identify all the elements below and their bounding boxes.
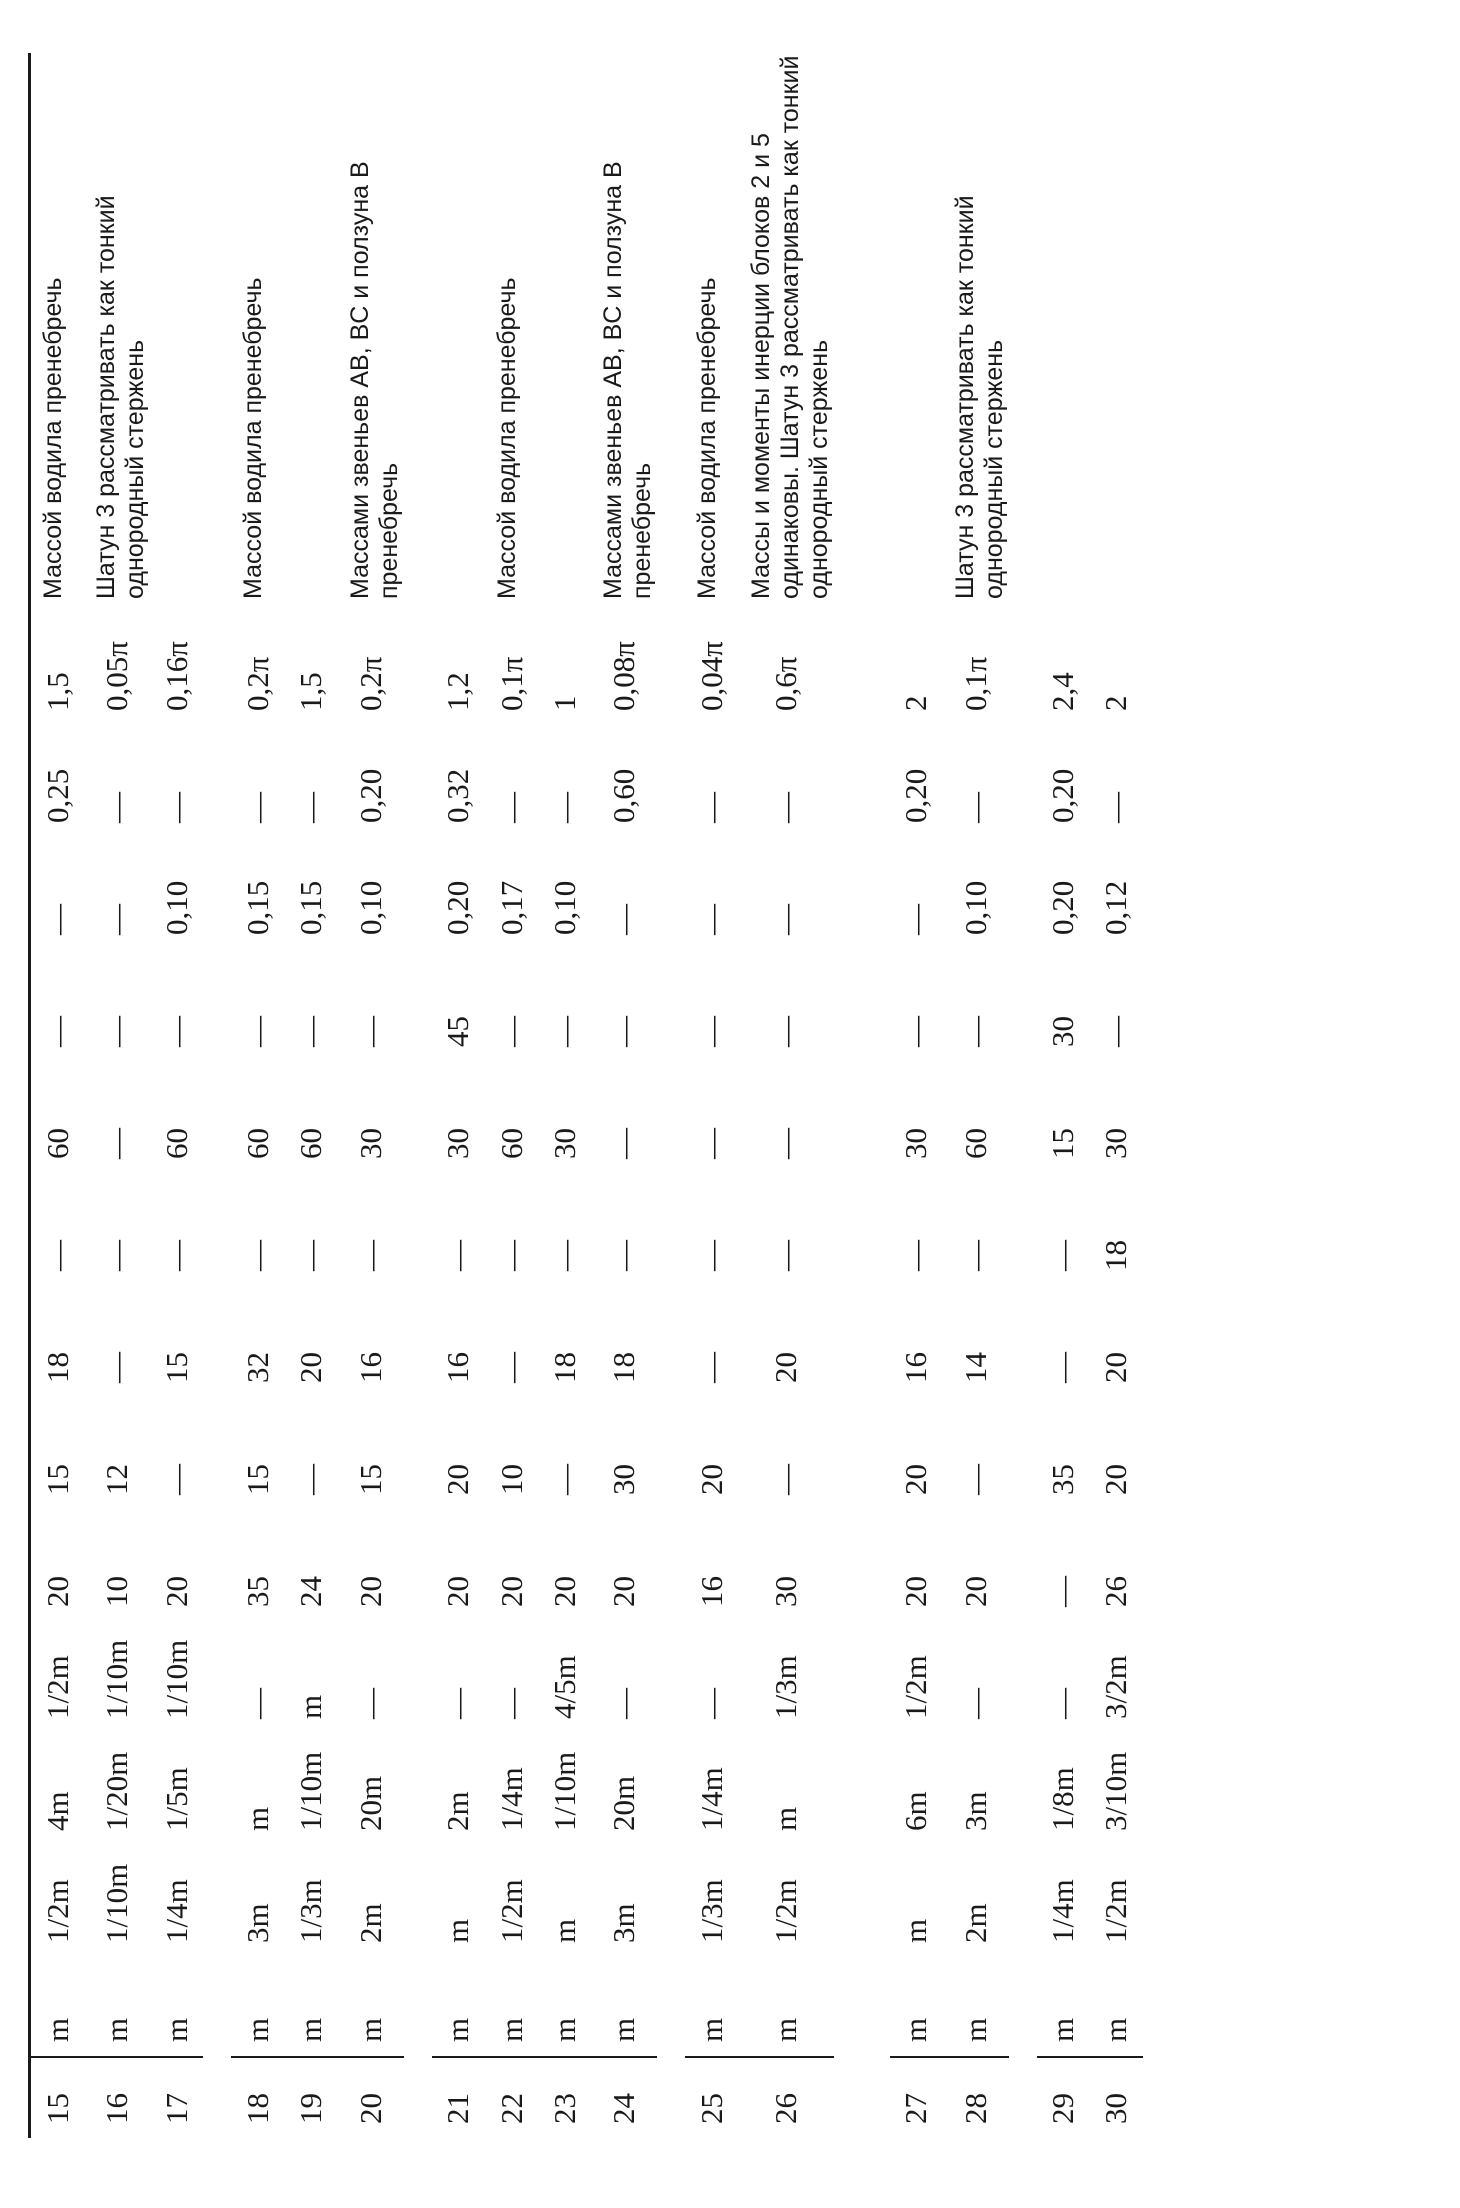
- table-cell: —: [239, 1240, 275, 1271]
- row-note: Массы и моменты инерции блоков 2 и 5 одинаковы. Шатун 3 рассматривать как тонкий однородный стержень: [746, 55, 833, 599]
- table-cell: 1/10m: [99, 1863, 135, 1943]
- table-cell: 26: [1098, 1576, 1134, 1607]
- row-gap: [1009, 53, 1037, 2138]
- table-cell: 0,05π: [99, 641, 135, 711]
- table-cell: m: [1090, 1957, 1143, 2057]
- table-cell: 1/2m: [1098, 1879, 1134, 1943]
- table-cell: 1/2m: [493, 1879, 529, 1943]
- table-cell: m: [84, 1957, 150, 2057]
- table-row: [1037, 53, 1090, 2138]
- table-cell: —: [898, 1240, 934, 1271]
- table-cell: 20: [898, 1464, 934, 1495]
- table-cell: —: [1045, 1576, 1081, 1607]
- table-cell: m: [239, 1806, 275, 1831]
- row-note: [150, 53, 203, 613]
- row-note: Массой водила пренебречь: [239, 277, 268, 599]
- row-gap-cell: [404, 53, 432, 2138]
- table-cell: —: [99, 1016, 135, 1047]
- table-cell: —: [768, 792, 803, 823]
- table-cell: 0,12: [1098, 880, 1134, 935]
- row-number: 18: [239, 2093, 275, 2124]
- table-cell: 18: [606, 1352, 642, 1383]
- table-cell: 0,20: [440, 880, 476, 935]
- table-cell: 0,15: [239, 880, 275, 935]
- row-gap: [862, 53, 890, 2138]
- table-cell: —: [1098, 1016, 1134, 1047]
- row-note: [890, 53, 943, 613]
- header-rule-cell: [20, 1957, 30, 2057]
- table-cell: 2m: [957, 1903, 993, 1943]
- table-cell: 16: [693, 1576, 729, 1607]
- table-cell: 0,15: [293, 880, 329, 935]
- table-cell: 1/4m: [493, 1767, 529, 1831]
- row-gap: [404, 53, 432, 2138]
- table-cell: —: [957, 1464, 993, 1495]
- table-cell: —: [352, 1016, 388, 1047]
- row-note: [1037, 53, 1090, 613]
- row-note: Массой водила пренебречь: [492, 277, 521, 599]
- table-cell: 1/2m: [39, 1879, 75, 1943]
- table-cell: 60: [293, 1128, 329, 1159]
- table-cell: —: [693, 1352, 729, 1383]
- table-cell: 20: [352, 1576, 388, 1607]
- row-note: [285, 53, 338, 613]
- table-cell: m: [30, 1957, 85, 2057]
- table-cell: m: [538, 1957, 591, 2057]
- table-cell: 45: [440, 1016, 476, 1047]
- row-number: 24: [606, 2093, 642, 2124]
- table-cell: —: [158, 1464, 194, 1495]
- row-number: 22: [493, 2093, 529, 2124]
- table-cell: 3m: [606, 1903, 642, 1943]
- table-cell: 2m: [352, 1903, 388, 1943]
- table-cell: 0,10: [546, 880, 582, 935]
- table-cell: 30: [1045, 1016, 1081, 1047]
- table-cell: —: [293, 1464, 329, 1495]
- row-gap-cell: [862, 53, 890, 2138]
- table-cell: 20: [606, 1576, 642, 1607]
- table-cell: 15: [158, 1352, 194, 1383]
- table-cell: 1/3m: [293, 1879, 329, 1943]
- table-cell: —: [158, 792, 194, 823]
- table-cell: 15: [39, 1464, 75, 1495]
- table-cell: 4/5m: [546, 1655, 582, 1719]
- row-gap: [834, 53, 862, 2138]
- table-cell: 20: [546, 1576, 582, 1607]
- table-cell: 60: [493, 1128, 529, 1159]
- row-number: 20: [352, 2093, 388, 2124]
- row-note: Шатун 3 рассматривать как тонкий однородный стержень: [950, 195, 1008, 599]
- table-cell: m: [231, 1957, 284, 2057]
- table-cell: m: [285, 1957, 338, 2057]
- row-note: Массой водила пренебречь: [693, 277, 722, 599]
- table-cell: 20m: [352, 1775, 388, 1831]
- row-note: Массами звеньев AB, BC и ползуна B пренебречь: [599, 161, 657, 599]
- table-cell: 35: [1045, 1464, 1081, 1495]
- table-cell: —: [693, 1128, 729, 1159]
- table-cell: —: [493, 792, 529, 823]
- table-cell: —: [99, 1352, 135, 1383]
- table-cell: —: [768, 1464, 803, 1495]
- table-cell: 18: [546, 1352, 582, 1383]
- row-gap: [657, 53, 685, 2138]
- table-cell: —: [440, 1240, 476, 1271]
- table-cell: —: [1045, 1352, 1081, 1383]
- table-cell: —: [493, 1240, 529, 1271]
- row-number: 26: [768, 2093, 803, 2124]
- table-cell: m: [898, 1918, 934, 1943]
- row-number: 21: [440, 2093, 476, 2124]
- table-cell: —: [239, 1016, 275, 1047]
- table-cell: —: [693, 1016, 729, 1047]
- table-cell: 20: [493, 1576, 529, 1607]
- header-rule-cell: [20, 1173, 30, 1285]
- table-cell: 16: [898, 1352, 934, 1383]
- row-number: 25: [693, 2093, 729, 2124]
- table-cell: 18: [39, 1352, 75, 1383]
- table-cell: m: [485, 1957, 538, 2057]
- table-cell: —: [158, 1016, 194, 1047]
- table-cell: 12: [99, 1464, 135, 1495]
- table-cell: 30: [768, 1576, 803, 1607]
- table-cell: —: [768, 904, 803, 935]
- table-cell: 1/10m: [158, 1639, 194, 1719]
- table-cell: 30: [898, 1128, 934, 1159]
- table-row: [538, 53, 591, 2138]
- table-cell: 20: [1098, 1464, 1134, 1495]
- table-cell: 0,10: [957, 880, 993, 935]
- table-cell: 1/5m: [158, 1767, 194, 1831]
- table-cell: —: [39, 1016, 75, 1047]
- table-cell: —: [99, 1128, 135, 1159]
- header-rule-cell: [20, 1733, 30, 1845]
- table-cell: 2: [898, 695, 934, 711]
- table-cell: —: [957, 1240, 993, 1271]
- table-cell: 16: [440, 1352, 476, 1383]
- row-number: 15: [39, 2093, 75, 2124]
- table-cell: 20: [293, 1352, 329, 1383]
- table-cell: 0,2π: [239, 656, 275, 711]
- table-cell: 0,10: [352, 880, 388, 935]
- table-cell: 1/3m: [768, 1655, 803, 1719]
- table-row: [30, 53, 85, 2138]
- table-cell: 20: [440, 1576, 476, 1607]
- table-cell: —: [39, 904, 75, 935]
- row-note: [1090, 53, 1143, 613]
- table-cell: 20: [693, 1464, 729, 1495]
- table-row: [231, 53, 284, 2138]
- table-cell: —: [546, 1240, 582, 1271]
- table-cell: 0,1π: [957, 656, 993, 711]
- table-cell: —: [957, 1688, 993, 1719]
- table-cell: 1,5: [39, 672, 75, 711]
- table-cell: —: [1045, 1688, 1081, 1719]
- table-cell: —: [606, 1240, 642, 1271]
- header-rule-cell: [20, 1285, 30, 1397]
- table-cell: 10: [99, 1576, 135, 1607]
- table-cell: —: [546, 1464, 582, 1495]
- table-cell: 30: [606, 1464, 642, 1495]
- table-row: [685, 53, 738, 2138]
- table-cell: 16: [352, 1352, 388, 1383]
- table-cell: —: [546, 792, 582, 823]
- table-cell: 0,1π: [493, 656, 529, 711]
- table-cell: 15: [1045, 1128, 1081, 1159]
- table-cell: 15: [239, 1464, 275, 1495]
- row-note: [432, 53, 485, 613]
- table-cell: —: [352, 1688, 388, 1719]
- table-cell: 15: [352, 1464, 388, 1495]
- header-rule: [20, 53, 30, 2138]
- table-cell: 0,20: [352, 768, 388, 823]
- table-cell: —: [768, 1240, 803, 1271]
- row-gap-cell: [1009, 53, 1037, 2138]
- table-row: [432, 53, 485, 2138]
- row-number: 16: [99, 2093, 135, 2124]
- header-rule-cell: [20, 725, 30, 837]
- table-cell: —: [606, 1688, 642, 1719]
- row-note: [538, 53, 591, 613]
- table-cell: 60: [158, 1128, 194, 1159]
- row-number: 28: [957, 2093, 993, 2124]
- table-row: [285, 53, 338, 2138]
- table-cell: —: [957, 1016, 993, 1047]
- table-cell: 35: [239, 1576, 275, 1607]
- table-row: [890, 53, 943, 2138]
- table-cell: —: [99, 904, 135, 935]
- table-cell: 1/20m: [99, 1751, 135, 1831]
- table-row: [338, 53, 404, 2138]
- table-cell: —: [293, 1016, 329, 1047]
- table-cell: —: [693, 1240, 729, 1271]
- table-cell: 1: [546, 695, 582, 711]
- table-cell: —: [957, 792, 993, 823]
- table-cell: —: [898, 1016, 934, 1047]
- table-cell: 1/10m: [99, 1639, 135, 1719]
- table-cell: —: [606, 904, 642, 935]
- table-cell: —: [352, 1240, 388, 1271]
- table-cell: 0,32: [440, 768, 476, 823]
- row-gap-cell: [834, 53, 862, 2138]
- table-cell: 1/4m: [1045, 1879, 1081, 1943]
- table-cell: —: [39, 1240, 75, 1271]
- table-cell: m: [440, 1918, 476, 1943]
- table-cell: 3/10m: [1098, 1751, 1134, 1831]
- table-row: [1090, 53, 1143, 2138]
- table-cell: 1/4m: [693, 1767, 729, 1831]
- table-cell: —: [693, 1688, 729, 1719]
- row-number: 17: [158, 2093, 194, 2124]
- table-cell: 30: [440, 1128, 476, 1159]
- table-cell: 20: [768, 1352, 803, 1383]
- header-rule-cell: [20, 2057, 30, 2138]
- table-cell: 0,16π: [158, 641, 194, 711]
- table-body: [20, 53, 1143, 2138]
- row-number: 29: [1045, 2093, 1081, 2124]
- table-row: [943, 53, 1009, 2138]
- table-cell: 0,6π: [768, 656, 803, 711]
- table-cell: 1/2m: [898, 1655, 934, 1719]
- table-cell: —: [693, 904, 729, 935]
- table-cell: 1/2m: [39, 1655, 75, 1719]
- table-cell: —: [493, 1016, 529, 1047]
- table-cell: m: [591, 1957, 657, 2057]
- table-cell: 0,25: [39, 768, 75, 823]
- table-cell: 14: [957, 1352, 993, 1383]
- table-row: [485, 53, 538, 2138]
- table-cell: 2,4: [1045, 672, 1081, 711]
- row-gap-cell: [203, 53, 231, 2138]
- row-number: 23: [546, 2093, 582, 2124]
- table-cell: 60: [39, 1128, 75, 1159]
- table-cell: —: [606, 1016, 642, 1047]
- table-cell: 30: [546, 1128, 582, 1159]
- row-gap-cell: [657, 53, 685, 2138]
- table-cell: 1/10m: [293, 1751, 329, 1831]
- table-cell: —: [693, 792, 729, 823]
- table-cell: m: [768, 1806, 803, 1831]
- table-row: [150, 53, 203, 2138]
- table-cell: 1/8m: [1045, 1767, 1081, 1831]
- header-rule-cell: [20, 1061, 30, 1173]
- table-cell: 20: [1098, 1352, 1134, 1383]
- table-cell: 0,17: [493, 880, 529, 935]
- header-rule-cell: [20, 53, 30, 613]
- row-gap: [203, 53, 231, 2138]
- header-rule-cell: [20, 1621, 30, 1733]
- table-cell: m: [1037, 1957, 1090, 2057]
- table-cell: 60: [957, 1128, 993, 1159]
- table-cell: 0,20: [898, 768, 934, 823]
- header-rule-cell: [20, 1845, 30, 1957]
- row-number: 19: [293, 2093, 329, 2124]
- table-cell: 20m: [606, 1775, 642, 1831]
- table-cell: 20: [158, 1576, 194, 1607]
- row-note: Массами звеньев AB, BC и ползуна B пренебречь: [345, 161, 403, 599]
- table-cell: 20: [957, 1576, 993, 1607]
- table-cell: 0,2π: [352, 656, 388, 711]
- row-note: Массой водила пренебречь: [39, 277, 67, 599]
- table-cell: —: [493, 1352, 529, 1383]
- table-cell: 1/10m: [546, 1751, 582, 1831]
- table-cell: m: [943, 1957, 1009, 2057]
- table-cell: 30: [1098, 1128, 1134, 1159]
- table-cell: —: [239, 792, 275, 823]
- table-cell: —: [99, 1240, 135, 1271]
- table-cell: 2m: [440, 1791, 476, 1831]
- header-rule-cell: [20, 837, 30, 949]
- table-cell: 3/2m: [1098, 1655, 1134, 1719]
- table-cell: —: [239, 1688, 275, 1719]
- table-cell: 0,20: [1045, 768, 1081, 823]
- table-cell: —: [1098, 792, 1134, 823]
- table-cell: —: [440, 1688, 476, 1719]
- table-cell: m: [293, 1694, 329, 1719]
- header-rule-cell: [20, 1509, 30, 1621]
- table-cell: 1/3m: [693, 1879, 729, 1943]
- table-row: [84, 53, 150, 2138]
- table-cell: 24: [293, 1576, 329, 1607]
- table-cell: m: [432, 1957, 485, 2057]
- table-cell: 10: [493, 1464, 529, 1495]
- table-cell: 32: [239, 1352, 275, 1383]
- table-cell: 0,20: [1045, 880, 1081, 935]
- table-cell: —: [768, 1128, 803, 1159]
- table-cell: 0,04π: [693, 641, 729, 711]
- table-cell: 20: [898, 1576, 934, 1607]
- table-cell: —: [293, 1240, 329, 1271]
- table-cell: —: [99, 792, 135, 823]
- table-cell: 4m: [39, 1791, 75, 1831]
- table-cell: 1,2: [440, 672, 476, 711]
- table-cell: 0,10: [158, 880, 194, 935]
- data-table: [20, 53, 1143, 2138]
- table-cell: —: [546, 1016, 582, 1047]
- table-cell: —: [606, 1128, 642, 1159]
- table-cell: m: [150, 1957, 203, 2057]
- table-cell: 0,60: [606, 768, 642, 823]
- table-cell: 1/4m: [158, 1879, 194, 1943]
- table-cell: —: [158, 1240, 194, 1271]
- table-cell: 6m: [898, 1791, 934, 1831]
- table-row: [591, 53, 657, 2138]
- table-cell: 0,08π: [606, 641, 642, 711]
- table-cell: 60: [239, 1128, 275, 1159]
- table-cell: m: [890, 1957, 943, 2057]
- table-cell: m: [338, 1957, 404, 2057]
- table-cell: —: [493, 1688, 529, 1719]
- row-number: 30: [1098, 2093, 1134, 2124]
- table-cell: m: [546, 1918, 582, 1943]
- table-cell: 30: [352, 1128, 388, 1159]
- table-cell: 1,5: [293, 672, 329, 711]
- table-cell: —: [1045, 1240, 1081, 1271]
- table-cell: m: [685, 1957, 738, 2057]
- row-number: 27: [898, 2093, 934, 2124]
- table-cell: m: [739, 1957, 834, 2057]
- table-cell: 3m: [957, 1791, 993, 1831]
- table-cell: 1/2m: [768, 1879, 803, 1943]
- table-row: [739, 53, 834, 2138]
- table-cell: —: [293, 792, 329, 823]
- table-cell: 2: [1098, 695, 1134, 711]
- table-cell: 3m: [239, 1903, 275, 1943]
- table-cell: 18: [1098, 1240, 1134, 1271]
- header-rule-cell: [20, 1397, 30, 1509]
- table-cell: —: [898, 904, 934, 935]
- table-cell: 20: [39, 1576, 75, 1607]
- header-rule-cell: [20, 949, 30, 1061]
- table-cell: —: [768, 1016, 803, 1047]
- table-cell: 20: [440, 1464, 476, 1495]
- header-rule-cell: [20, 613, 30, 725]
- row-note: Шатун 3 рассматривать как тонкий однородный стержень: [92, 195, 150, 599]
